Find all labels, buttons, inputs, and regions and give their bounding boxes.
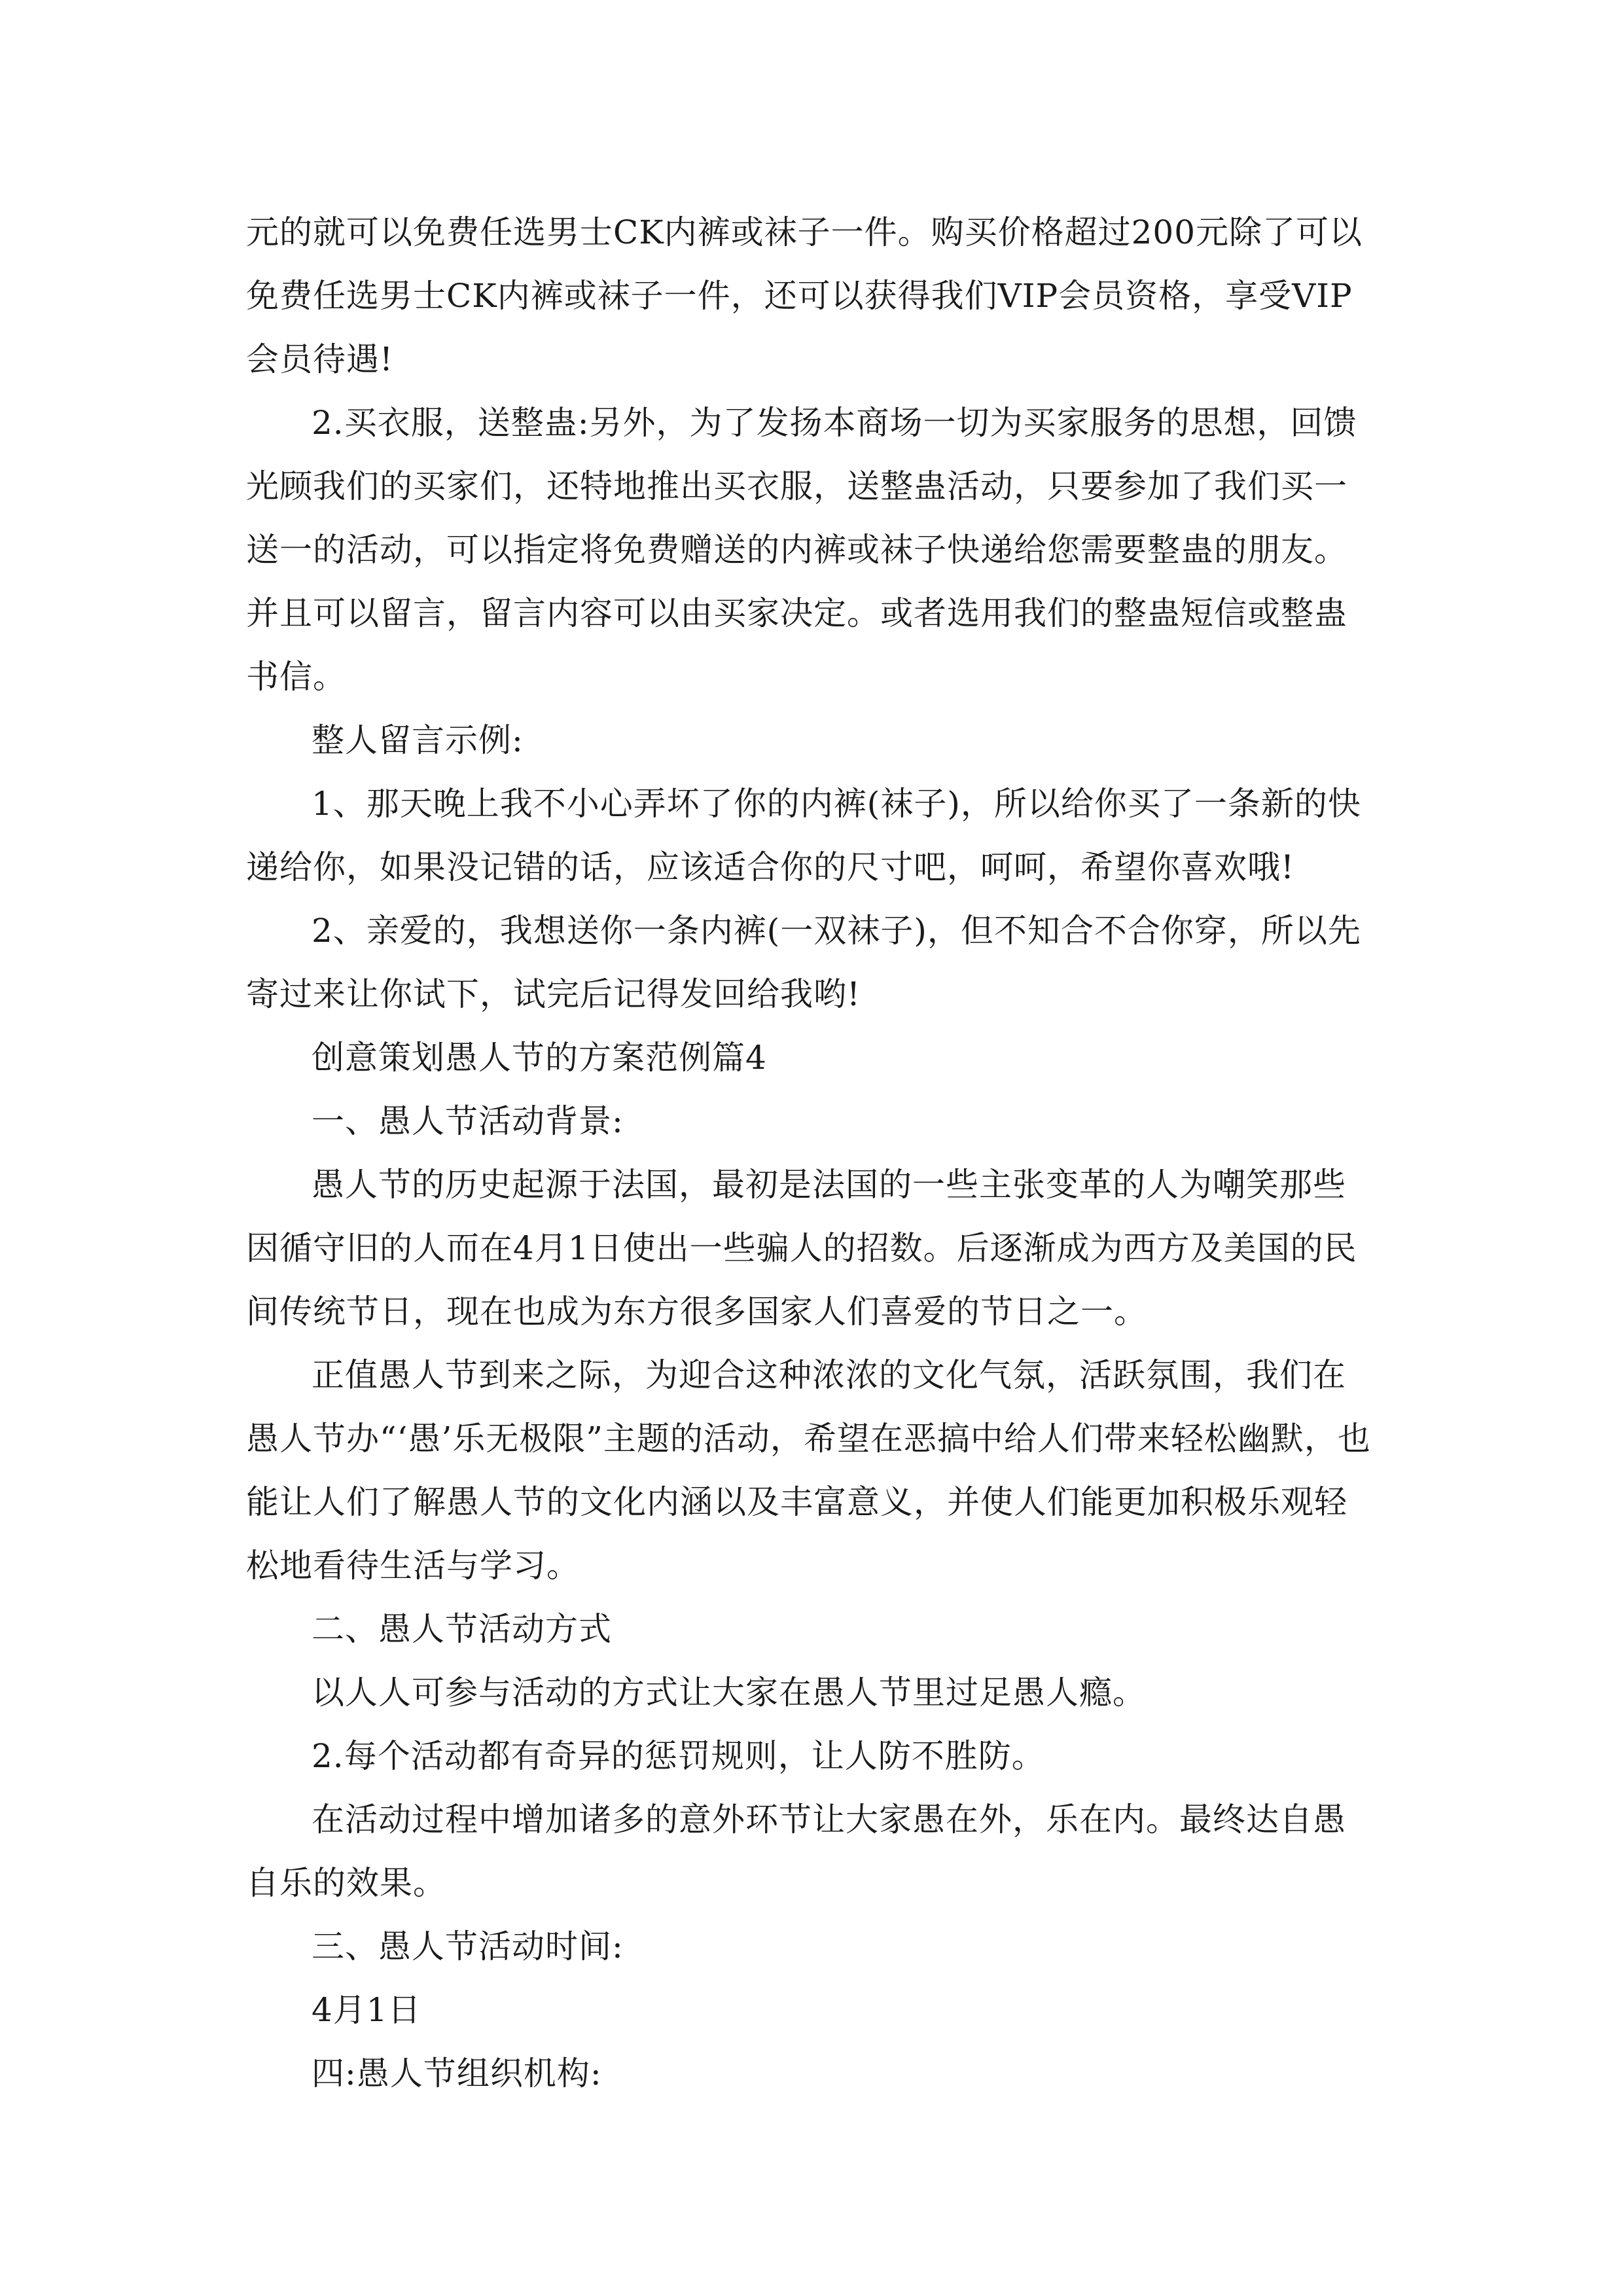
paragraph-13: 在活动过程中增加诸多的意外环节让大家愚在外，乐在内。最终达自愚自乐的效果。 [246,1801,1346,1902]
document-body [246,201,1378,2106]
paragraph-15: 4月1日 [312,1991,421,2029]
paragraph-6: 创意策划愚人节的方案范例篇4 [312,1039,767,1077]
paragraph-11: 以人人可参与活动的方式让大家在愚人节里过足愚人瘾。 [312,1674,1146,1712]
paragraph-5: 2、亲爱的，我想送你一条内裤(一双袜子)，但不知合不合你穿，所以先寄过来让你试下，试完后记得发回给我哟! [246,912,1361,1013]
paragraph-3: 整人留言示例: [312,721,524,759]
paragraph-1: 元的就可以免费任选男士CK内裤或袜子一件。购买价格超过200元除了可以免费任选男士CK内裤或袜子一件，还可以获得我们VIP会员资格，享受VIP会员待遇! [246,213,1363,378]
paragraph-2: 2.买衣服，送整蛊:另外，为了发扬本商场一切为买家服务的思想，回馈光顾我们的买家们，还特地推出买衣服，送整蛊活动，只要参加了我们买一送一的活动，可以指定将免费赠送的内裤或袜子快递给您需要整蛊的朋友。并且可以留言，留言内容可以由买家决定。或者选用我们的整蛊短信或整蛊书信。 [246,404,1357,696]
paragraph-16: 四:愚人节组织机构: [312,2054,602,2092]
paragraph-12: 2.每个活动都有奇异的惩罚规则，让人防不胜防。 [312,1737,1045,1775]
paragraph-14: 三、愚人节活动时间: [312,1928,624,1965]
paragraph-7: 一、愚人节活动背景: [312,1102,624,1140]
paragraph-4: 1、那天晚上我不小心弄坏了你的内裤(袜子)，所以给你买了一条新的快递给你，如果没记错的话，应该适合你的尺寸吧，呵呵，希望你喜欢哦! [246,785,1361,886]
paragraph-9: 正值愚人节到来之际，为迎合这种浓浓的文化气氛，活跃氛围，我们在愚人节办“‘愚’乐无极限”主题的活动，希望在恶搞中给人们带来轻松幽默，也能让人们了解愚人节的文化内涵以及丰富意义，并使人们能更加积极乐观轻松地看待生活与学习。 [246,1356,1371,1585]
paragraph-8: 愚人节的历史起源于法国，最初是法国的一些主张变革的人为嘲笑那些因循守旧的人而在4月1日使出一些骗人的招数。后逐渐成为西方及美国的民间传统节日，现在也成为东方很多国家人们喜爱的节日之一。 [246,1166,1357,1331]
paragraph-10: 二、愚人节活动方式 [312,1610,612,1648]
